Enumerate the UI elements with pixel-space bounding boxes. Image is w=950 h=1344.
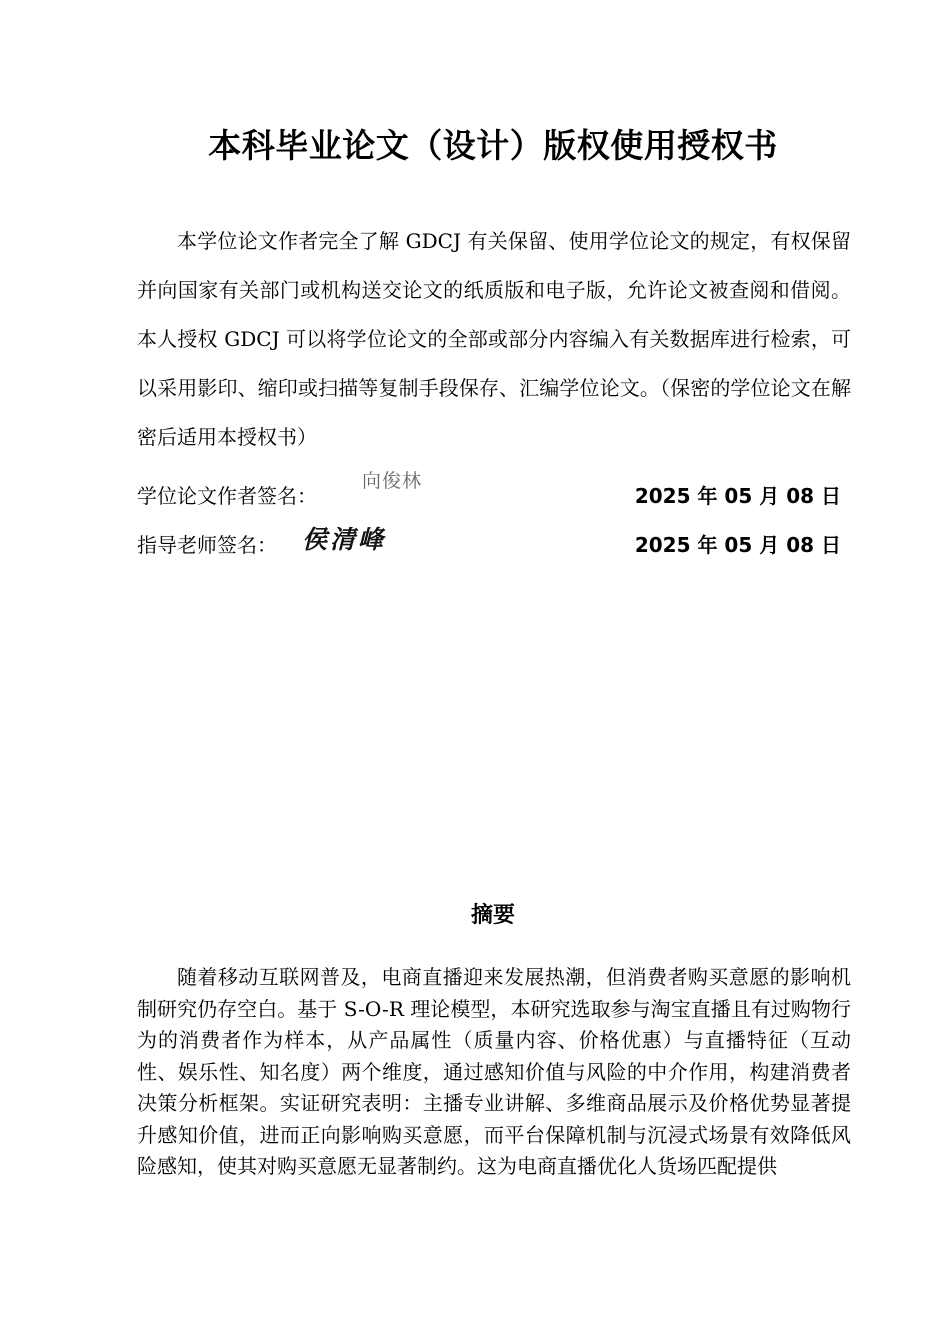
authorization-title: 本科毕业论文（设计）版权使用授权书 — [208, 126, 778, 165]
authorization-statement: 本学位论文作者完全了解 GDCJ 有关保留、使用学位论文的规定，有权保留并向国家有关部门或机构送交论文的纸质版和电子版，允许论文被查阅和借阅。本人授权 GDCJ 可以将学位论文的全部或部分内容编入有关数据库进行检索，可以采用影印、缩印或扫描等复制手段保存、汇编学位论文。（保密的学位论文在解密后适用本授权书） — [137, 229, 851, 449]
author-handwritten-signature: 向俊林 — [362, 470, 423, 492]
advisor-handwritten-signature: 侯清峰 — [302, 525, 387, 554]
author-signature-date: 2025 年 05 月 08 日 — [634, 484, 841, 508]
abstract-body: 随着移动互联网普及，电商直播迎来发展热潮，但消费者购买意愿的影响机制研究仍存空白。基于 S-O-R 理论模型，本研究选取参与淘宝直播且有过购物行为的消费者作为样本，从产品属性（质量内容、价格优惠）与直播特征（互动性、娱乐性、知名度）两个维度，通过感知价值与风险的中介作用，构建消费者决策分析框架。实证研究表明：主播专业讲解、多维商品展示及价格优势显著提升感知价值，进而正向影响购买意愿，而平台保障机制与沉浸式场景有效降低风险感知，使其对购买意愿无显著制约。这为电商直播优化人货场匹配提供 — [137, 965, 851, 1178]
abstract-heading: 摘要 — [470, 903, 515, 928]
advisor-signature-row — [137, 521, 851, 561]
author-signature-label: 学位论文作者签名： — [137, 484, 317, 508]
author-signature-row — [137, 472, 851, 512]
advisor-signature-label: 指导老师签名： — [137, 533, 277, 557]
advisor-signature-date: 2025 年 05 月 08 日 — [634, 533, 841, 557]
